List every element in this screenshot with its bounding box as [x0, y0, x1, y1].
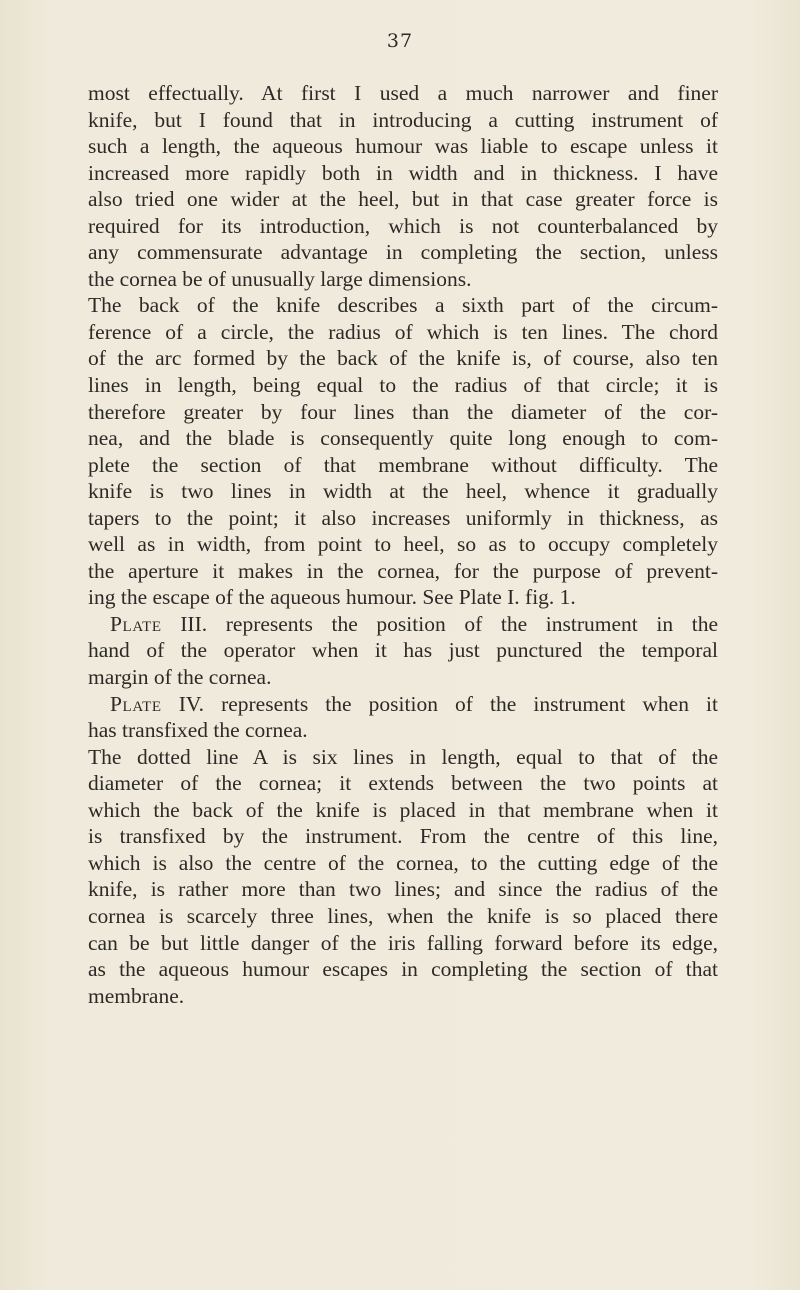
- text-line: [88, 876, 718, 903]
- body-text: [88, 80, 718, 1009]
- line-text: The back of the knife describes a sixth part of the circum-: [88, 293, 718, 318]
- line-text: which the back of the knife is placed in that membrane when it: [88, 797, 718, 822]
- line-text: cornea is scarcely three lines, when the knife is so placed there: [88, 903, 718, 928]
- text-line: [88, 691, 718, 718]
- line-text: has transfixed the cornea.: [88, 718, 308, 743]
- text-line: [88, 930, 718, 957]
- text-line: [88, 452, 718, 479]
- text-line: [88, 186, 718, 213]
- text-line: [88, 505, 718, 532]
- text-line: [88, 983, 718, 1010]
- text-line: [88, 239, 718, 266]
- text-line: [88, 637, 718, 664]
- text-line: [88, 584, 718, 611]
- text-line: [88, 266, 718, 293]
- line-text: required for its introduction, which is not counterbalanced by: [88, 213, 718, 238]
- line-text: nea, and the blade is consequently quite long enough to com-: [88, 426, 718, 451]
- text-line: [88, 372, 718, 399]
- text-line: [88, 664, 718, 691]
- line-text: any commensurate advantage in completing the section, unless: [88, 240, 718, 265]
- line-text: lines in length, being equal to the radius of that circle; it is: [88, 373, 718, 398]
- text-line: [88, 770, 718, 797]
- line-text: such a length, the aqueous humour was liable to escape unless it: [88, 134, 718, 159]
- text-line: [88, 744, 718, 771]
- page-number: 37: [386, 30, 414, 52]
- text-line: [88, 531, 718, 558]
- text-line: [88, 399, 718, 426]
- plate-heading: Plate: [110, 691, 162, 716]
- text-line: [88, 478, 718, 505]
- line-text: knife is two lines in width at the heel, whence it gradually: [88, 479, 718, 504]
- text-line: [88, 903, 718, 930]
- text-line: [88, 425, 718, 452]
- line-text: IV. represents the position of the instrument when it: [161, 691, 718, 716]
- line-text: diameter of the cornea; it extends between the two points at: [88, 771, 718, 796]
- line-text: hand of the operator when it has just punctured the temporal: [88, 638, 718, 663]
- line-text: most effectually. At first I used a much narrower and finer: [88, 81, 718, 105]
- line-text: increased more rapidly both in width and in thickness. I have: [88, 160, 718, 185]
- text-line: [88, 797, 718, 824]
- line-text: knife, is rather more than two lines; and since the radius of the: [88, 877, 718, 902]
- line-text: of the arc formed by the back of the knife is, of course, also ten: [88, 346, 718, 371]
- line-text: also tried one wider at the heel, but in that case greater force is: [88, 187, 718, 212]
- text-line: [88, 107, 718, 134]
- text-line: [88, 717, 718, 744]
- text-line: [88, 319, 718, 346]
- text-line: [88, 850, 718, 877]
- line-text: III. represents the position of the instrument in the: [161, 611, 718, 636]
- text-line: [88, 558, 718, 585]
- line-text: The dotted line A is six lines in length, equal to that of the: [88, 744, 718, 769]
- line-text: plete the section of that membrane without difficulty. The: [88, 452, 718, 477]
- line-text: well as in width, from point to heel, so as to occupy completely: [88, 532, 718, 557]
- text-line: [88, 160, 718, 187]
- line-text: is transfixed by the instrument. From the centre of this line,: [88, 824, 718, 849]
- text-line: [88, 823, 718, 850]
- line-text: which is also the centre of the cornea, to the cutting edge of the: [88, 850, 718, 875]
- line-text: ing the escape of the aqueous humour. See Plate I. fig. 1.: [88, 585, 576, 610]
- text-line: [88, 80, 718, 107]
- line-text: knife, but I found that in introducing a cutting instrument of: [88, 107, 718, 132]
- line-text: margin of the cornea.: [88, 665, 272, 690]
- line-text: can be but little danger of the iris falling forward before its edge,: [88, 930, 718, 955]
- line-text: membrane.: [88, 983, 185, 1008]
- text-line: [88, 345, 718, 372]
- text-line: [88, 292, 718, 319]
- line-text: the cornea be of unusually large dimensions.: [88, 266, 472, 291]
- line-text: as the aqueous humour escapes in completing the section of that: [88, 957, 718, 982]
- line-text: therefore greater by four lines than the diameter of the cor-: [88, 399, 718, 424]
- plate-heading: Plate: [110, 611, 162, 636]
- text-line: [88, 956, 718, 983]
- text-line: [88, 133, 718, 160]
- text-line: [88, 213, 718, 240]
- line-text: ference of a circle, the radius of which is ten lines. The chord: [88, 319, 718, 344]
- line-text: the aperture it makes in the cornea, for the purpose of prevent-: [88, 558, 718, 583]
- line-text: tapers to the point; it also increases uniformly in thickness, as: [88, 505, 718, 530]
- text-line: [88, 611, 718, 638]
